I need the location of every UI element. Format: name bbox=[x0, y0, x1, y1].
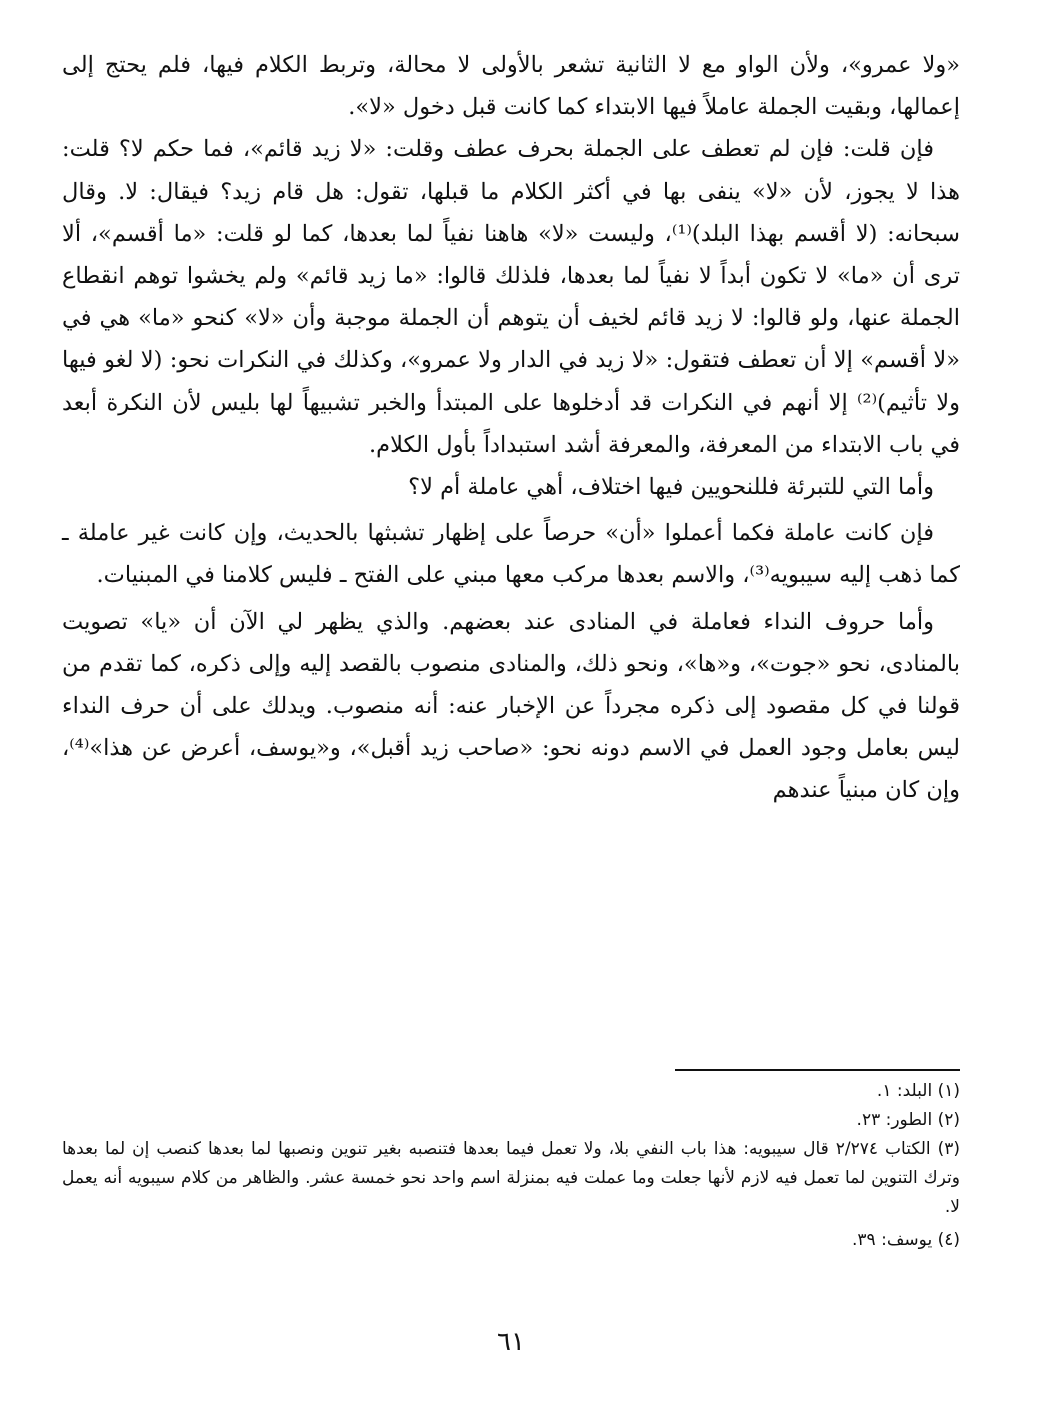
paragraph-4: فإن كانت عاملة فكما أعملوا «أن» حرصاً على إظهار تشبثها بالحديث، وإن كانت غير عاملة ـ كما ذهب إليه سيبويه⁽³⁾، والاسم بعدها مركب معها مبني على الفتح ـ فليس كلامنا في المبنيات. bbox=[62, 520, 960, 589]
footnotes bbox=[62, 1077, 960, 1255]
book-page bbox=[62, 44, 960, 1384]
footnote-4: (٤) يوسف: ٣٩. bbox=[852, 1230, 960, 1250]
paragraph-3: وأما التي للتبرئة فللنحويين فيها اختلاف، أهي عاملة أم لا؟ bbox=[408, 474, 934, 501]
paragraph-1: «ولا عمرو»، ولأن الواو مع لا الثانية تشعر بالأولى لا محالة، وتربط الكلام فيها، فلم يحتج إلى إعمالها، وبقيت الجملة عاملاً فيها الابتداء كما كانت قبل دخول «لا». bbox=[62, 52, 960, 121]
footnote-2: (٢) الطور: ٢٣. bbox=[856, 1110, 960, 1130]
paragraph-5: وأما حروف النداء فعاملة في المنادى عند بعضهم. والذي يظهر لي الآن أن «يا» تصويت بالمنادى، نحو «جوت»، و«ها»، ونحو ذلك، والمنادى منصوب بالقصد إليه وإلى ذكره، كما تقدم من قولنا في كل مقصود إلى ذكره مجرداً عن الإخبار عنه: أنه منصوب. ويدلك على أن حرف النداء ليس بعامل وجود العمل في الاسم دونه نحو: «صاحب زيد أقبل»، و«يوسف، أعرض عن هذا»⁽⁴⁾، وإن كان مبنياً عندهم bbox=[62, 608, 960, 804]
page-number: ٦١ bbox=[497, 1327, 525, 1357]
footnote-1: (١) البلد: ١. bbox=[876, 1081, 960, 1101]
paragraph-2: فإن قلت: فإن لم تعطف على الجملة بحرف عطف وقلت: «لا زيد قائم»، فما حكم لا؟ قلت: هذا لا يجوز، لأن «لا» ينفى بها في أكثر الكلام ما قبلها، تقول: هل قام زيد؟ فيقال: لا. وقال سبحانه: (لا أقسم بهذا البلد)⁽¹⁾، وليست «لا» هاهنا نفياً لما بعدها، كما لو قلت: «ما أقسم»، ألا ترى أن «ما» لا تكون أبداً لا نفياً لما بعدها، فلذلك قالوا: «ما زيد قائم» ولم يخشوا توهم انقطاع الجملة عنها، ولو قالوا: لا زيد قائم لخيف أن يتوهم أن الجملة موجبة وأن «لا» كنحو «ما» هي في «لا أقسم» إلا أن تعطف فتقول: «لا زيد في الدار ولا عمرو»، وكذلك في النكرات نحو: (لا لغو فيها ولا تأثيم)⁽²⁾ إلا أنهم في النكرات قد أدخلوها على المبتدأ والخبر تشبيهاً لها بليس لأن النكرة أبعد في باب الابتداء من المعرفة، والمعرفة أشد استبداداً بأول الكلام. bbox=[62, 136, 961, 458]
footnote-separator bbox=[675, 1069, 960, 1071]
footnote-3: (٣) الكتاب ٢/٢٧٤ قال سيبويه: هذا باب النفي بلا، ولا تعمل فيما بعدها فتنصبه بغير تنوين ونصبها لما بعدها كنصب إن لما بعدها وترك التنوين لما تعمل فيه لازم لأنها جعلت وما عملت فيه بمنزلة اسم واحد نحو خمسة عشر. والظاهر من كلام سيبويه أنه يعمل لا. bbox=[62, 1139, 961, 1217]
main-text bbox=[62, 44, 960, 812]
